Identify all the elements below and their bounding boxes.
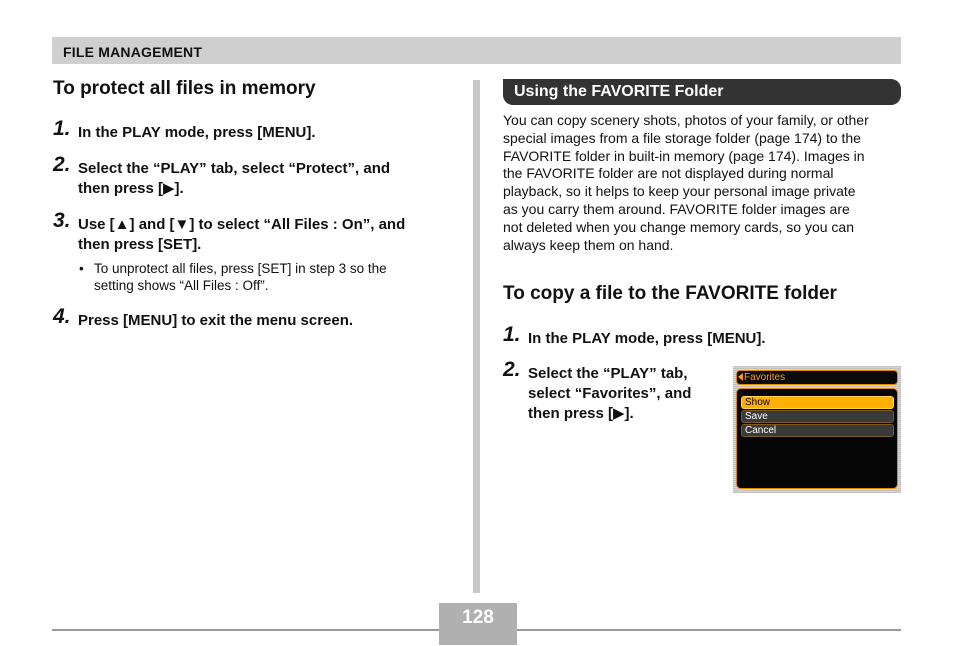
section-header-bar xyxy=(52,37,901,64)
menu-item-label: Show xyxy=(745,397,771,408)
step-number: 1. xyxy=(53,117,71,140)
step-text: In the PLAY mode, press [MENU]. xyxy=(78,124,316,141)
step-text-line-2: then press [▶]. xyxy=(78,180,184,197)
paragraph-line: always keep them on hand. xyxy=(503,236,674,253)
bullet-text-line-1: To unprotect all files, press [SET] in step 3 so the xyxy=(94,261,387,276)
step-text-line-1: Use [▲] and [▼] to select “All Files : On”, and xyxy=(78,216,406,233)
step-number: 3. xyxy=(53,209,71,232)
step-text-line-1: Select the “PLAY” tab, select “Protect”, and xyxy=(78,160,391,177)
menu-item-label: Cancel xyxy=(745,425,777,436)
camera-menu-item-show xyxy=(741,396,894,409)
step-text-line-3: then press [▶]. xyxy=(528,405,634,422)
step-text-line-2: then press [SET]. xyxy=(78,236,202,253)
banner-title: Using the FAVORITE Folder xyxy=(514,83,724,100)
page-number: 128 xyxy=(462,607,494,628)
camera-menu-title: Favorites xyxy=(744,372,786,383)
paragraph-line: You can copy scenery shots, photos of your family, or other xyxy=(503,112,869,128)
camera-menu-screenshot xyxy=(733,366,901,493)
section-header-title: FILE MANAGEMENT xyxy=(63,44,203,60)
page-number-box xyxy=(439,603,517,645)
paragraph-line: not deleted when you change memory cards, so you can xyxy=(503,218,854,235)
step-number: 4. xyxy=(53,305,71,328)
menu-item-label: Save xyxy=(745,411,768,422)
paragraph-line: as you carry them around. FAVORITE folder images are xyxy=(503,200,850,217)
left-heading: To protect all files in memory xyxy=(53,78,316,99)
paragraph-line: the FAVORITE folder are not displayed during normal xyxy=(503,165,834,182)
camera-menu-panel xyxy=(736,388,898,489)
right-heading: To copy a file to the FAVORITE folder xyxy=(503,283,837,304)
paragraph-line: special images from a file storage folder (page 174) to the xyxy=(503,129,861,146)
step-text: Press [MENU] to exit the menu screen. xyxy=(78,312,354,329)
camera-menu-item-save xyxy=(741,410,894,423)
bullet-text-line-2: setting shows “All Files : Off”. xyxy=(94,278,269,293)
step-number: 2. xyxy=(503,358,521,381)
favorite-folder-banner xyxy=(503,79,901,105)
column-divider xyxy=(473,80,480,593)
camera-menu-item-cancel xyxy=(741,424,894,437)
bullet-dot: • xyxy=(79,261,84,276)
step-text-line-1: Select the “PLAY” tab, xyxy=(528,365,688,382)
camera-menu-title-bar xyxy=(736,370,898,385)
favorite-folder-paragraph xyxy=(503,112,903,254)
paragraph-line: playback, so it helps to keep your personal image private xyxy=(503,183,856,200)
step-number: 2. xyxy=(53,153,71,176)
step-text: In the PLAY mode, press [MENU]. xyxy=(528,330,766,347)
step-text-line-2: select “Favorites”, and xyxy=(528,385,692,402)
left-arrow-icon xyxy=(738,373,743,381)
step-number: 1. xyxy=(503,323,521,346)
paragraph-line: FAVORITE folder in built-in memory (page 174). Images in xyxy=(503,147,865,164)
